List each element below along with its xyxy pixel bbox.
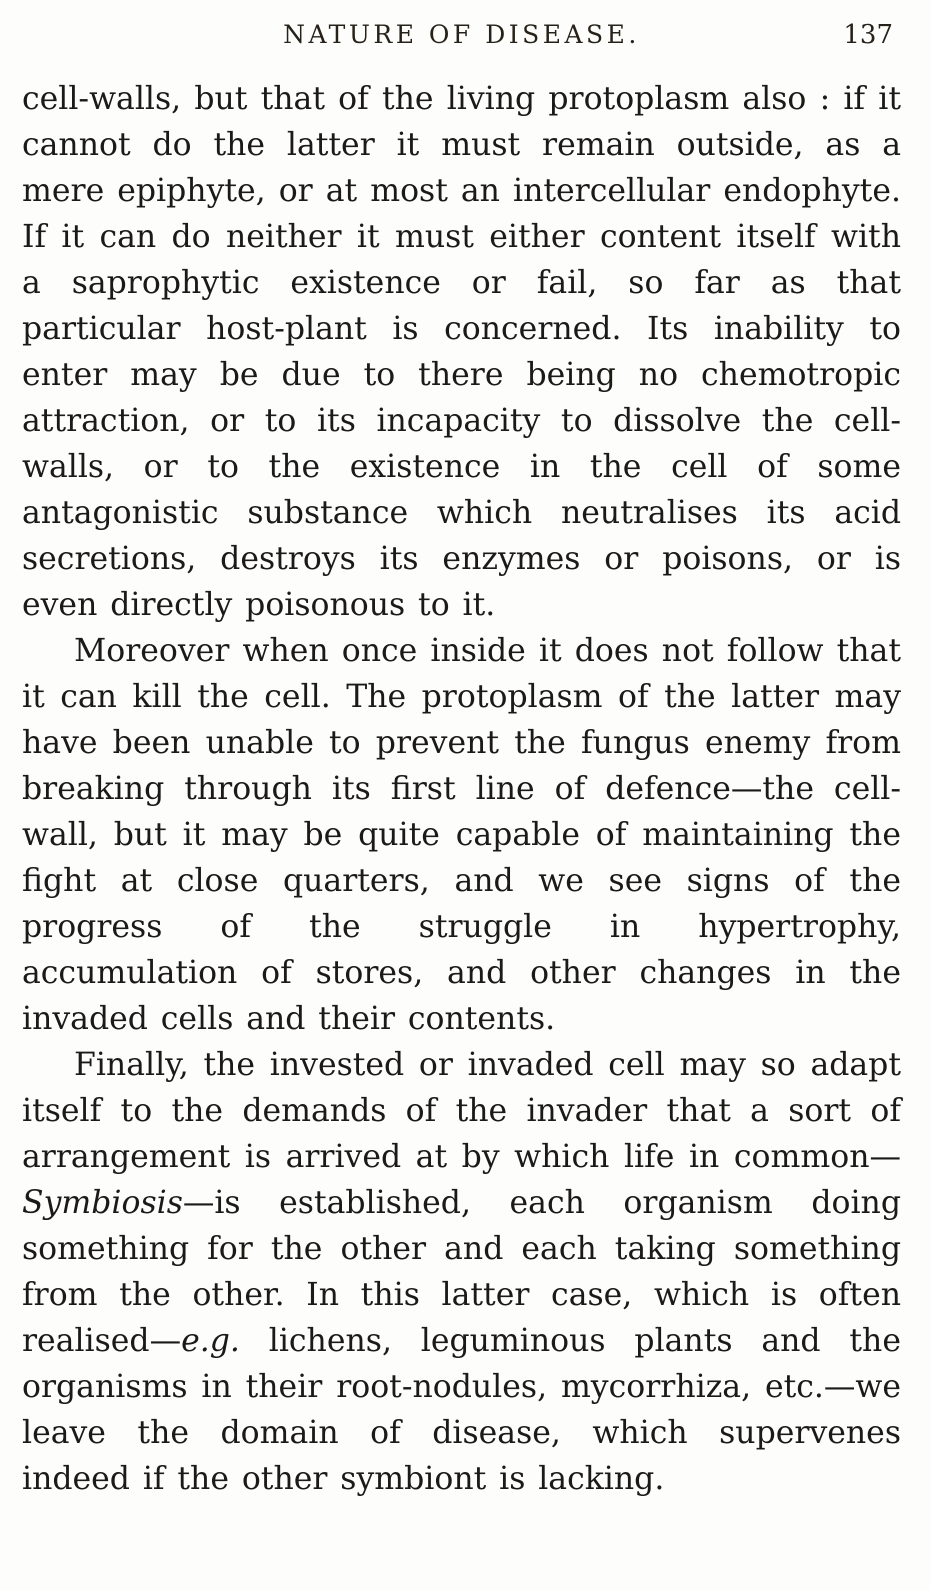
italic-text-run: Symbiosis: [22, 1185, 183, 1221]
paragraph: [22, 76, 901, 628]
page-header-title: NATURE OF DISEASE.: [283, 20, 640, 49]
running-header: [22, 16, 901, 62]
italic-text-run: e.g.: [181, 1323, 240, 1359]
text-run: lichens, leguminous plants and the organisms in their root-nodules, mycorrhiza, etc.—we leave the domain of disease, which supervenes indeed if the other symbiont is lacking.: [22, 1323, 901, 1497]
paragraph: [22, 1042, 901, 1502]
text-run: Finally, the invested or invaded cell may so adapt itself to the demands of the invader that a sort of arrangement is arrived at by which life in common—: [22, 1047, 901, 1175]
paragraph: [22, 628, 901, 1042]
text-run: Moreover when once inside it does not follow that it can kill the cell. The protoplasm of the latter may have been unable to prevent the fungus enemy from breaking through its first line of defence—the cell-wall, but it may be quite capable of maintaining the fight at close quarters, and we see signs of the progress of the struggle in hypertrophy, accumulation of stores, and other changes in the invaded cells and their contents.: [22, 633, 901, 1037]
text-run: —is established, each organism doing something for the other and each taking something from the other. In this latter case, which is often realised—: [22, 1185, 901, 1359]
page-body: [22, 76, 901, 1502]
page-number: 137: [843, 20, 893, 50]
text-run: cell-walls, but that of the living protoplasm also : if it cannot do the latter it must remain outside, as a mere epiphyte, or at most an intercellular endophyte. If it can do neither it must either content itself with a saprophytic existence or fail, so far as that particular host-plant is concerned. Its inability to enter may be due to there being no chemotropic attraction, or to its incapacity to dissolve the cell-walls, or to the existence in the cell of some antagonistic substance which neutralises its acid secretions, destroys its enzymes or poisons, or is even directly poisonous to it.: [22, 81, 901, 623]
